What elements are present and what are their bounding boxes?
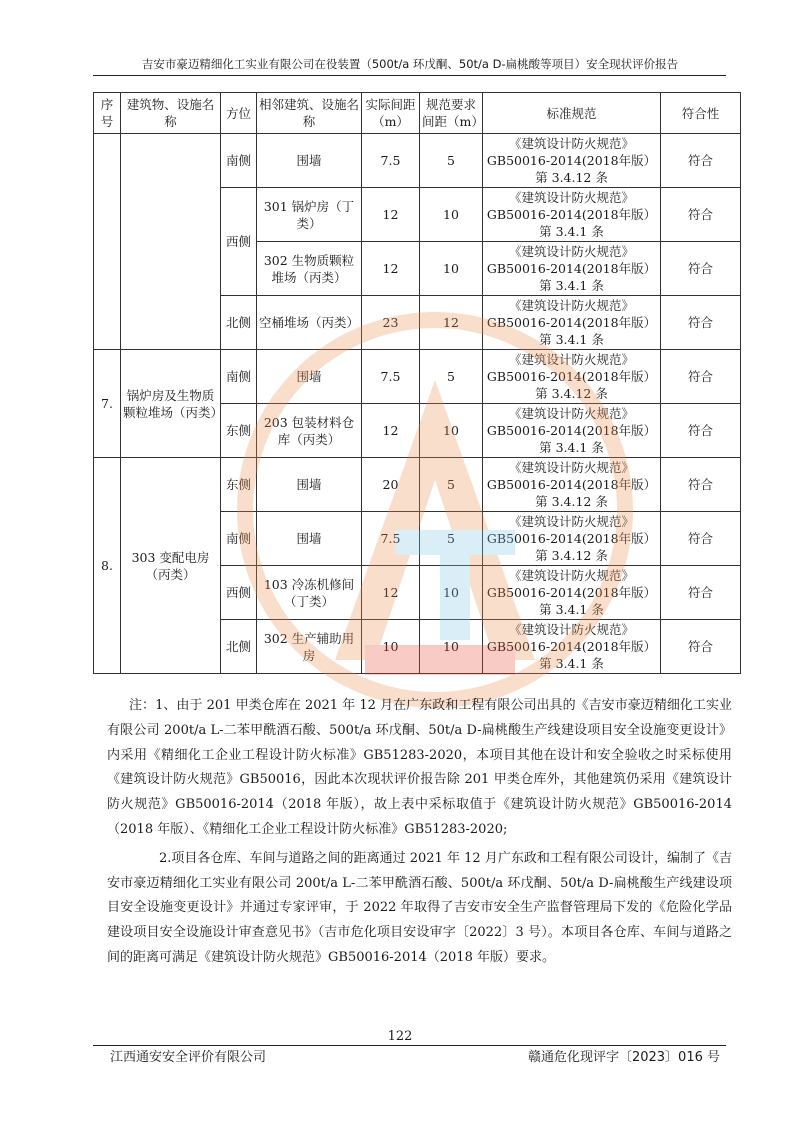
neighbor-name: 203 包装材料仓库（丙类） [257,404,362,458]
col-header-orientation: 方位 [221,93,257,134]
actual-distance: 12 [362,242,420,296]
actual-distance: 10 [362,620,420,674]
required-distance: 5 [420,458,483,512]
col-header-building: 建筑物、设施名称 [121,93,221,134]
building-name [121,134,221,350]
required-distance: 10 [420,188,483,242]
col-header-no: 序号 [94,93,121,134]
standard-ref: 《建筑设计防火规范》GB50016-2014(2018年版）第 3.4.1 条 [483,188,661,242]
note-paragraph-1: 注：1、由于 201 甲类仓库在 2021 年 12 月在广东政和工程有限公司出具的《吉安市豪迈精细化工实业有限公司 200t/a L-二苯甲酰酒石酸、500t/a 环戊酮、50t/a D-扁桃酸生产线建设项目安全设施变更设计》内采用《精细化工企业工程设计防火标准》GB51283-2020，本项目其他在设计和安全验收之时采标使用《建筑设计防火规范》GB50016，因此本次现状评价报告除 201 甲类仓库外，其他建筑仍采用《建筑设计防火规范》GB50016-2014（2018 年版），故上表中采标取值于《建筑设计防火规范》GB50016-2014（2018 年版）、《精细化工企业工程设计防火标准》GB51283-2020; [107,698,732,837]
table-row [94,350,741,404]
standard-ref: 《建筑设计防火规范》GB50016-2014(2018年版）第 3.4.12 条 [483,350,661,404]
compliance: 符合 [661,350,741,404]
footer-doc-code: 赣通危化现评字〔2023〕016 号 [527,1050,720,1065]
required-distance: 5 [420,350,483,404]
orientation: 南侧 [221,134,257,188]
orientation: 南侧 [221,512,257,566]
neighbor-name: 围墙 [257,350,362,404]
actual-distance: 7.5 [362,512,420,566]
standard-ref: 《建筑设计防火规范》GB50016-2014(2018年版）第 3.4.1 条 [483,620,661,674]
actual-distance: 20 [362,458,420,512]
row-number: 8. [94,458,121,674]
required-distance: 12 [420,296,483,350]
standard-ref: 《建筑设计防火规范》GB50016-2014(2018年版）第 3.4.1 条 [483,296,661,350]
fire-distance-table [93,92,741,674]
neighbor-name: 301 锅炉房（丁类） [257,188,362,242]
actual-distance: 7.5 [362,134,420,188]
standard-ref: 《建筑设计防火规范》GB50016-2014(2018年版）第 3.4.12 条 [483,512,661,566]
col-header-neighbor: 相邻建筑、设施名称 [257,93,362,134]
table-row [94,134,741,188]
required-distance: 5 [420,134,483,188]
actual-distance: 12 [362,566,420,620]
row-number: 7. [94,350,121,458]
standard-ref: 《建筑设计防火规范》GB50016-2014(2018年版）第 3.4.1 条 [483,242,661,296]
orientation: 北侧 [221,620,257,674]
building-name: 303 变配电房（丙类） [121,458,221,674]
required-distance: 10 [420,404,483,458]
orientation: 南侧 [221,350,257,404]
building-name: 锅炉房及生物质颗粒堆场（丙类） [121,350,221,458]
table-row [94,458,741,512]
standard-ref: 《建筑设计防火规范》GB50016-2014(2018年版）第 3.4.12 条 [483,134,661,188]
report-header: 吉安市豪迈精细化工实业有限公司在役装置（500t/a 环戊酮、50t/a D-扁桃酸等项目）安全现状评价报告 [141,57,679,71]
compliance: 符合 [661,512,741,566]
col-header-standard: 标准规范 [483,93,661,134]
standard-ref: 《建筑设计防火规范》GB50016-2014(2018年版）第 3.4.12 条 [483,458,661,512]
compliance: 符合 [661,404,741,458]
col-header-result: 符合性 [661,93,741,134]
orientation: 东侧 [221,458,257,512]
row-number [94,134,121,350]
required-distance: 5 [420,512,483,566]
required-distance: 10 [420,242,483,296]
compliance: 符合 [661,620,741,674]
compliance: 符合 [661,458,741,512]
neighbor-name: 围墙 [257,512,362,566]
neighbor-name: 围墙 [257,134,362,188]
standard-ref: 《建筑设计防火规范》GB50016-2014(2018年版）第 3.4.1 条 [483,566,661,620]
neighbor-name: 302 生产辅助用房 [257,620,362,674]
col-header-actual: 实际间距（m） [362,93,420,134]
header-divider [93,75,726,76]
page-number: 122 [387,1029,413,1044]
orientation: 西侧 [221,188,257,296]
compliance: 符合 [661,242,741,296]
note-paragraph-2: 2.项目各仓库、车间与道路之间的距离通过 2021 年 12 月广东政和工程有限公司设计，编制了《吉安市豪迈精细化工实业有限公司 200t/a L-二苯甲酰酒石酸、500t/a 环戊酮、50t/a D-扁桃酸生产线建设项目安全设施变更设计》并通过专家评审，于 2022 年取得了吉安市安全生产监督管理局下发的《危险化学品建设项目安全设施设计审查意见书》（吉市危化项目安设审字〔2022〕3 号）。本项目各仓库、车间与道路之间的距离可满足《建筑设计防火规范》GB50016-2014（2018 年版）要求。 [107,850,732,965]
compliance: 符合 [661,188,741,242]
compliance: 符合 [661,566,741,620]
orientation: 北侧 [221,296,257,350]
actual-distance: 12 [362,404,420,458]
notes-section [107,694,732,971]
neighbor-name: 103 冷冻机修间（丁类） [257,566,362,620]
actual-distance: 23 [362,296,420,350]
footer-company: 江西通安安全评价有限公司 [110,1050,267,1065]
table-header-row [94,93,741,134]
standard-ref: 《建筑设计防火规范》GB50016-2014(2018年版）第 3.4.1 条 [483,404,661,458]
compliance: 符合 [661,134,741,188]
neighbor-name: 302 生物质颗粒堆场（丙类） [257,242,362,296]
orientation: 西侧 [221,566,257,620]
orientation: 东侧 [221,404,257,458]
actual-distance: 7.5 [362,350,420,404]
required-distance: 10 [420,620,483,674]
neighbor-name: 空桶堆场（丙类） [257,296,362,350]
compliance: 符合 [661,296,741,350]
neighbor-name: 围墙 [257,458,362,512]
col-header-required: 规范要求间距（m） [420,93,483,134]
actual-distance: 12 [362,188,420,242]
required-distance: 10 [420,566,483,620]
